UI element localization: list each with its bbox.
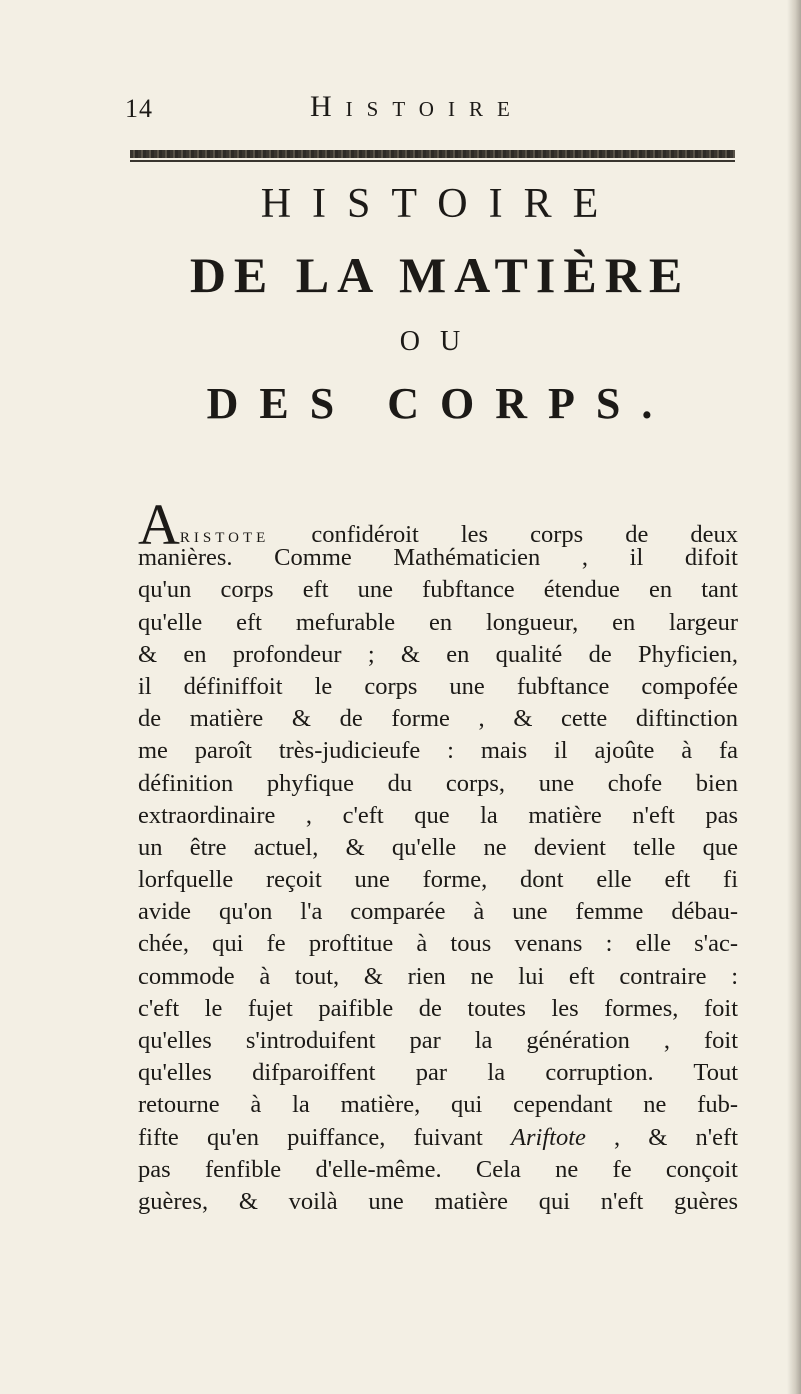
page-edge-shadow: [787, 0, 801, 1394]
text-line: pas fenfible d'elle-même. Cela ne fe conçoit: [138, 1155, 738, 1183]
text-line: guères, & voilà une matière qui n'eft guères: [138, 1187, 738, 1215]
text-line: fifte qu'en puiffance, fuivant Ariftote , & n'eft: [138, 1123, 739, 1151]
ornamental-rule: [130, 150, 735, 158]
text-line: extraordinaire , c'eft que la matière n'eft pas: [138, 801, 738, 829]
text-line: qu'elles s'introduifent par la génération , foit: [138, 1027, 738, 1054]
running-head: [125, 90, 645, 130]
drop-cap: A: [138, 492, 180, 557]
text-line: de matière & de forme , & cette diftinction: [138, 705, 738, 733]
text-line: Aristote confidéroit les corps de deux: [138, 492, 738, 557]
text-line: retourne à la matière, qui cependant ne fub-: [138, 1091, 738, 1119]
first-word-smallcaps: ristote: [179, 522, 270, 547]
title-line-1: HISTOIRE: [260, 181, 620, 227]
text-line: manières. Comme Mathématicien , il difoit: [138, 544, 738, 572]
running-title: Histoire: [310, 90, 524, 123]
title-line-2: DE LA MATIÈRE: [189, 247, 691, 303]
text-line: définition phyfique du corps, une chofe bien: [138, 769, 738, 797]
title-line-3: OU: [399, 326, 481, 357]
text-line: qu'elle eft mefurable en longueur, en largeur: [138, 608, 738, 636]
text-line: c'eft le fujet paifible de toutes les formes, foit: [138, 994, 738, 1022]
text-line: chée, qui fe proftitue à tous venans : elle s'ac-: [138, 930, 738, 958]
text-line: qu'un corps eft une fubftance étendue en tant: [138, 576, 738, 604]
author-name-italic: Ariftote: [511, 1123, 586, 1151]
title-line-4: DES CORPS.: [206, 379, 674, 428]
text-line: & en profondeur ; & en qualité de Phyficien,: [138, 640, 738, 668]
text-line: il définiffoit le corps une fubftance compofée: [138, 672, 738, 700]
body-paragraph: [138, 492, 739, 1218]
text-line: avide qu'on l'a comparée à une femme débau-: [138, 898, 738, 926]
text-line: lorfquelle reçoit une forme, dont elle eft fi: [138, 866, 738, 894]
page-number: 14: [125, 94, 153, 123]
text-line: qu'elles difparoiffent par la corruption. Tout: [138, 1059, 738, 1087]
text-line: un être actuel, & qu'elle ne devient telle que: [138, 833, 738, 861]
text-line: commode à tout, & rien ne lui eft contraire :: [138, 962, 738, 990]
text-line: me paroît très-judicieufe : mais il ajoûte à fa: [138, 737, 738, 765]
